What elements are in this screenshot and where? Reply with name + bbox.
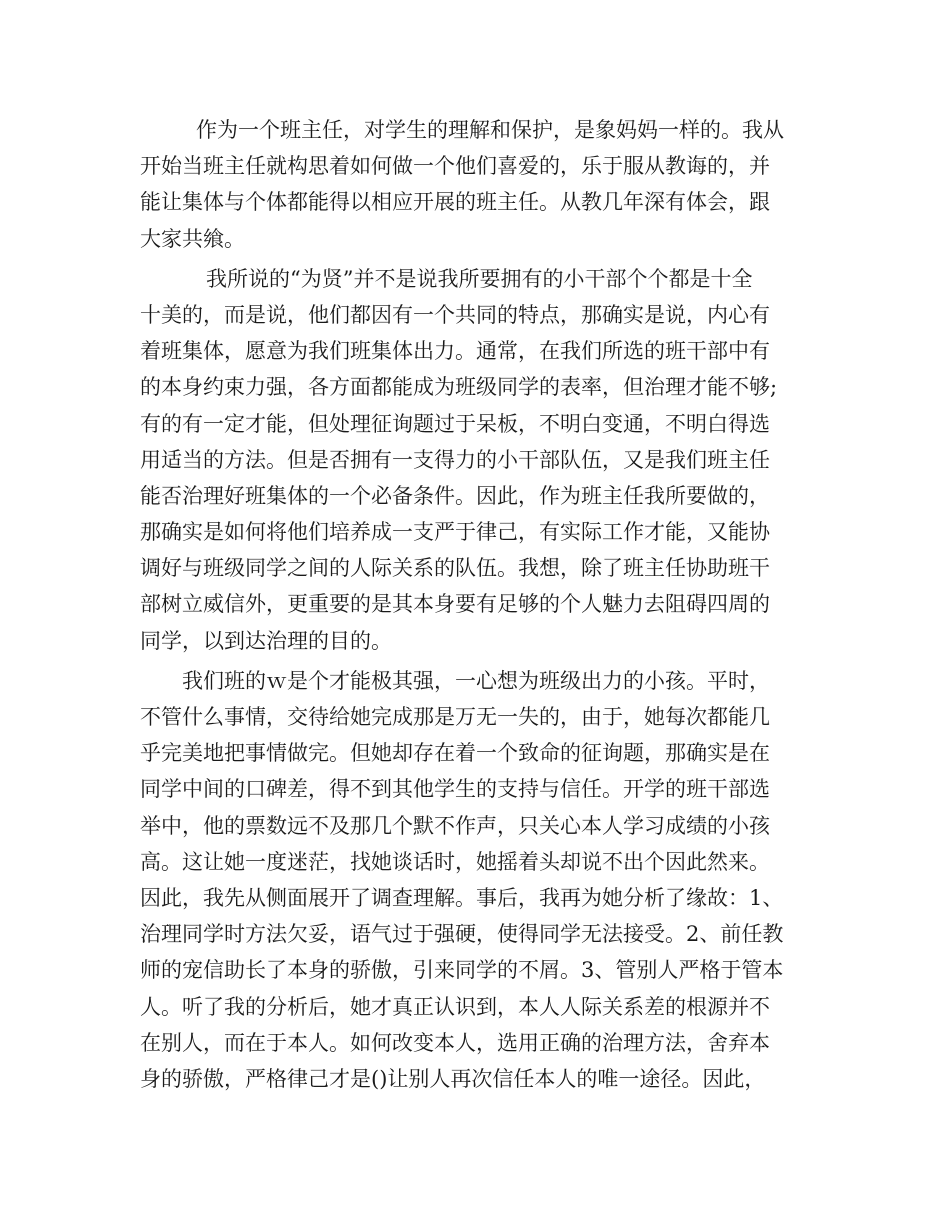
text-line: 高。这让她一度迷茫，找她谈话时，她摇着头却说不出个因此然来。: [140, 849, 770, 874]
text-line: 作为一个班主任，对学生的理解和保护，是象妈妈一样的。我从: [196, 118, 784, 142]
text-line: 能否治理好班集体的一个必备条件。因此，作为班主任我所要做的，: [140, 483, 770, 508]
paragraph-1: [140, 112, 820, 257]
text-line: 有的有一定才能，但处理征询题过于呆板，不明白变通，不明白得选: [140, 411, 770, 436]
text-line: 举中，他的票数远不及那几个默不作声，只关心本人学习成绩的小孩: [140, 813, 770, 838]
text-line: 能让集体与个体都能得以相应开展的班主任。从教几年深有体会，跟: [140, 190, 770, 215]
text-line: 治理同学时方法欠妥，语气过于强硬，使得同学无法接受。2、前任教: [140, 922, 784, 947]
text-line: 因此，我先从侧面展开了调查理解。事后，我再为她分析了缘故：1、: [140, 885, 784, 910]
text-line: 十美的，而是说，他们都因有一个共同的特点，那确实是说，内心有: [140, 302, 770, 327]
text-line: 在别人，而在于本人。如何改变本人，选用正确的治理方法，舍弃本: [140, 1030, 770, 1055]
text-line: 用适当的方法。但是否拥有一支得力的小干部队伍，又是我们班主任: [140, 447, 770, 472]
text-line: 那确实是如何将他们培养成一支严于律己，有实际工作才能，又能协: [140, 520, 770, 545]
text-line: 我们班的ｗ是个才能极其强，一心想为班级出力的小孩。平时，: [182, 668, 770, 693]
text-line: 人。听了我的分析后，她才真正认识到，本人人际关系差的根源并不: [140, 994, 770, 1019]
text-line: 部树立威信外，更重要的是其本身要有足够的个人魅力去阻碍四周的: [140, 592, 770, 617]
text-line: 调好与班级同学之间的人际关系的队伍。我想，除了班主任协助班干: [140, 556, 770, 581]
text-line: 开始当班主任就构思着如何做一个他们喜爱的，乐于服从教诲的，并: [140, 154, 770, 179]
paragraph-3: [140, 663, 820, 1097]
text-line: 我所说的“为贤”并不是说我所要拥有的小干部个个都是十全: [206, 266, 753, 291]
text-line: 师的宠信助长了本身的骄傲，引来同学的不屑。3、管别人严格于管本: [140, 958, 784, 983]
paragraph-2: [140, 261, 820, 659]
text-line: 同学，以到达治理的目的。: [140, 628, 392, 653]
text-line: 大家共飨。: [140, 226, 245, 251]
text-line: 着班集体，愿意为我们班集体出力。通常，在我们所选的班干部中有: [140, 339, 770, 364]
document-body: [140, 112, 820, 1097]
text-line: 不管什么事情，交待给她完成那是万无一失的，由于，她每次都能几: [140, 705, 770, 729]
text-line: 乎完美地把事情做完。但她却存在着一个致命的征询题，那确实是在: [140, 741, 770, 766]
text-line: 同学中间的口碑差，得不到其他学生的支持与信任。开学的班干部选: [140, 777, 770, 802]
text-line: 身的骄傲，严格律己才是()让别人再次信任本人的唯一途径。因此，: [140, 1066, 766, 1091]
text-line: 的本身约束力强，各方面都能成为班级同学的表率，但治理才能不够;: [140, 375, 778, 400]
